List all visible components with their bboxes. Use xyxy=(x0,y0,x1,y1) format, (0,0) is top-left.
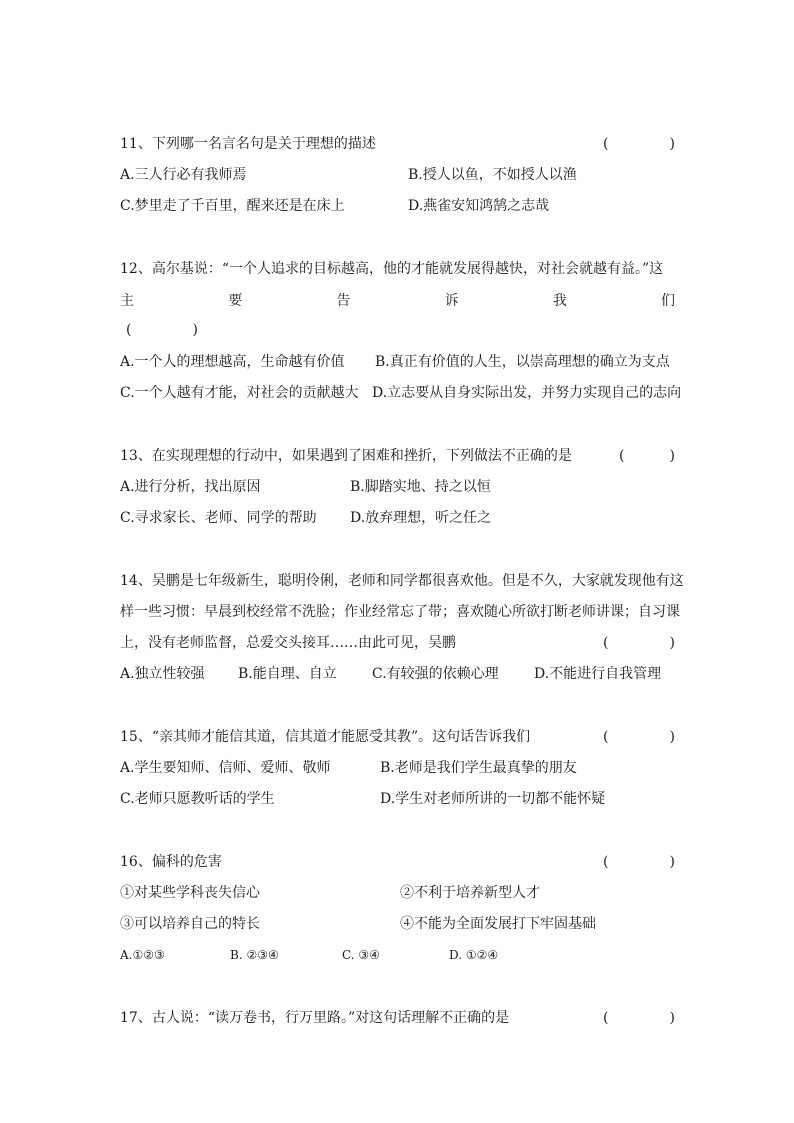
question-16-items-row-1 xyxy=(120,883,675,903)
question-16-items-row-2 xyxy=(120,914,675,934)
question-12-answer-blank[interactable]: ( ) xyxy=(126,322,198,338)
question-16-options-row xyxy=(120,945,675,965)
question-11-options-row-2 xyxy=(120,196,675,216)
question-14-option-b[interactable]: B.能自理、自立 xyxy=(238,666,337,682)
question-13-stem: 13、在实现理想的行动中，如果遇到了困难和挫折，下列做法不正确的是 xyxy=(120,448,572,464)
question-13-option-a[interactable]: A.进行分析，找出原因 xyxy=(120,479,261,495)
question-15-answer-blank[interactable]: ( ) xyxy=(603,729,675,745)
question-12-stem: 12、高尔基说：“一个人追求的目标越高，他的才能就发展得越快，对社会就越有益。”这 xyxy=(120,261,664,277)
question-11-option-b[interactable]: B.授人以鱼，不如授人以渔 xyxy=(408,167,577,183)
question-12-answer-line xyxy=(120,320,675,340)
question-16-option-a[interactable]: A.①②③ xyxy=(120,948,165,962)
question-11-stem: 11、下列哪一名言名句是关于理想的描述 xyxy=(120,136,376,152)
question-15-option-c[interactable]: C.老师只愿教听话的学生 xyxy=(120,791,275,807)
question-17-stem-line xyxy=(120,1008,675,1028)
question-16-item-4: ④不能为全面发展打下牢固基础 xyxy=(400,916,596,932)
question-16-option-b[interactable]: B. ②③④ xyxy=(230,948,279,962)
question-13-options-row-1 xyxy=(120,477,675,497)
question-12-option-a[interactable]: A.一个人的理想越高，生命越有价值 xyxy=(120,354,345,370)
question-13-options-row-2 xyxy=(120,508,675,528)
question-12-options-row-1 xyxy=(120,352,675,372)
question-14-stem-line-1: 14、吴鹏是七年级新生，聪明伶俐，老师和同学都很喜欢他。但是不久，大家就发现他有这 xyxy=(120,573,684,589)
question-16-option-d[interactable]: D. ①②④ xyxy=(449,948,499,962)
question-11-option-c[interactable]: C.梦里走了千百里，醒来还是在床上 xyxy=(120,198,345,214)
question-15-option-d[interactable]: D.学生对老师所讲的一切都不能怀疑 xyxy=(380,791,606,807)
question-14-stem-line-2: 样一些习惯：早晨到校经常不洗脸；作业经常忘了带；喜欢随心所欲打断老师讲课；自习课 xyxy=(120,604,680,620)
question-15-options-row-2 xyxy=(120,789,675,809)
question-15-option-b[interactable]: B.老师是我们学生最真挚的朋友 xyxy=(380,760,577,776)
question-13-option-c[interactable]: C.寻求家长、老师、同学的帮助 xyxy=(120,510,317,526)
question-12-option-d[interactable]: D.立志要从自身实际出发，并努力实现自己的志向 xyxy=(372,385,682,401)
question-16-item-2: ②不利于培养新型人才 xyxy=(400,885,540,901)
question-14-stem-line-3: 上，没有老师监督，总爱交头接耳……由此可见，吴鹏 ( ) xyxy=(120,635,675,651)
question-16-answer-blank[interactable]: ( ) xyxy=(603,854,675,870)
question-16-item-3: ③可以培养自己的特长 xyxy=(120,916,260,932)
question-13-option-d[interactable]: D.放弃理想，听之任之 xyxy=(350,510,492,526)
question-16-stem: 16、偏科的危害 xyxy=(120,854,222,870)
question-11-option-a[interactable]: A.三人行必有我师焉 xyxy=(120,167,247,183)
question-17-answer-blank[interactable]: ( ) xyxy=(603,1010,675,1026)
question-12-option-c[interactable]: C.一个人越有才能，对社会的贡献越大 xyxy=(120,385,359,401)
question-16-option-c[interactable]: C. ③④ xyxy=(342,948,380,962)
question-12-stem-line-1 xyxy=(120,259,675,279)
question-13-option-b[interactable]: B.脚踏实地、持之以恒 xyxy=(350,479,491,495)
question-14-options-row xyxy=(120,664,675,684)
question-16-item-1: ①对某些学科丧失信心 xyxy=(120,885,260,901)
question-14-option-c[interactable]: C.有较强的依赖心理 xyxy=(372,666,499,682)
question-12-stem-line-2: 主 要 告 诉 我 们 xyxy=(120,293,675,309)
question-14-option-a[interactable]: A.独立性较强 xyxy=(120,666,205,682)
question-15-options-row-1 xyxy=(120,758,675,778)
question-15-stem: 15、“亲其师才能信其道，信其道才能愿受其教”。这句话告诉我们 xyxy=(120,729,531,745)
question-13-answer-blank[interactable]: ( ) xyxy=(619,448,675,464)
question-13-stem-line xyxy=(120,446,675,466)
question-16-stem-line xyxy=(120,852,675,872)
question-12-option-b[interactable]: B.真正有价值的人生，以崇高理想的确立为支点 xyxy=(375,354,670,370)
question-14-option-d[interactable]: D.不能进行自我管理 xyxy=(534,666,662,682)
question-11-options-row-1 xyxy=(120,165,675,185)
question-15-stem-line xyxy=(120,727,675,747)
question-12-options-row-2 xyxy=(120,383,682,403)
question-11-answer-blank[interactable]: ( ) xyxy=(603,136,675,152)
question-17-stem: 17、古人说：“读万卷书，行万里路。”对这句话理解不正确的是 xyxy=(120,1010,510,1026)
question-14-answer-blank[interactable]: ( ) xyxy=(603,635,675,651)
question-11-stem-line xyxy=(120,134,675,154)
question-11-option-d[interactable]: D.燕雀安知鸿鹄之志哉 xyxy=(408,198,550,214)
question-15-option-a[interactable]: A.学生要知师、信师、爱师、敬师 xyxy=(120,760,331,776)
